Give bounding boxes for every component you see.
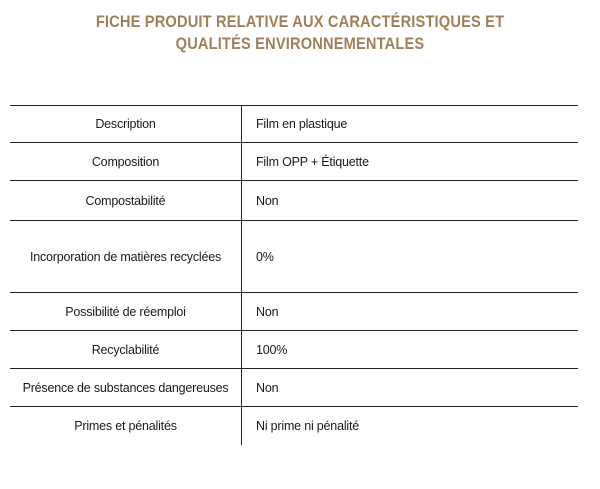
row-value: Non [256,304,279,319]
row-value: 0% [256,249,274,264]
page-title-line-2: QUALITÉS ENVIRONNEMENTALES [175,34,425,53]
row-label: Incorporation de matières recyclées [10,221,242,292]
row-value: Film en plastique [256,117,348,131]
product-sheet-table [10,105,578,445]
row-value: Ni prime ni pénalité [256,419,359,433]
row-label: Possibilité de réemploi [10,293,242,330]
row-label: Recyclabilité [10,331,242,368]
row-label: Composition [10,143,242,180]
row-label: Primes et pénalités [10,407,242,445]
row-value: Non [256,380,279,395]
page-title [42,11,558,55]
row-label: Présence de substances dangereuses [10,369,242,406]
row-value: Non [256,193,279,208]
row-value: Film OPP + Étiquette [256,154,369,169]
table-row-bonus-penalty [10,407,578,445]
table-row-composition [10,143,578,181]
table-row-reuse [10,293,578,331]
row-label: Description [10,106,242,142]
table-row-hazardous-substances [10,369,578,407]
page-title-line-1: FICHE PRODUIT RELATIVE AUX CARACTÉRISTIQUES ET [95,12,505,31]
table-row-description [10,106,578,143]
row-value: 100% [256,342,288,357]
table-row-recyclability [10,331,578,369]
table-row-recycled-content [10,221,578,293]
row-label: Compostabilité [10,181,242,220]
table-row-compostability [10,181,578,221]
